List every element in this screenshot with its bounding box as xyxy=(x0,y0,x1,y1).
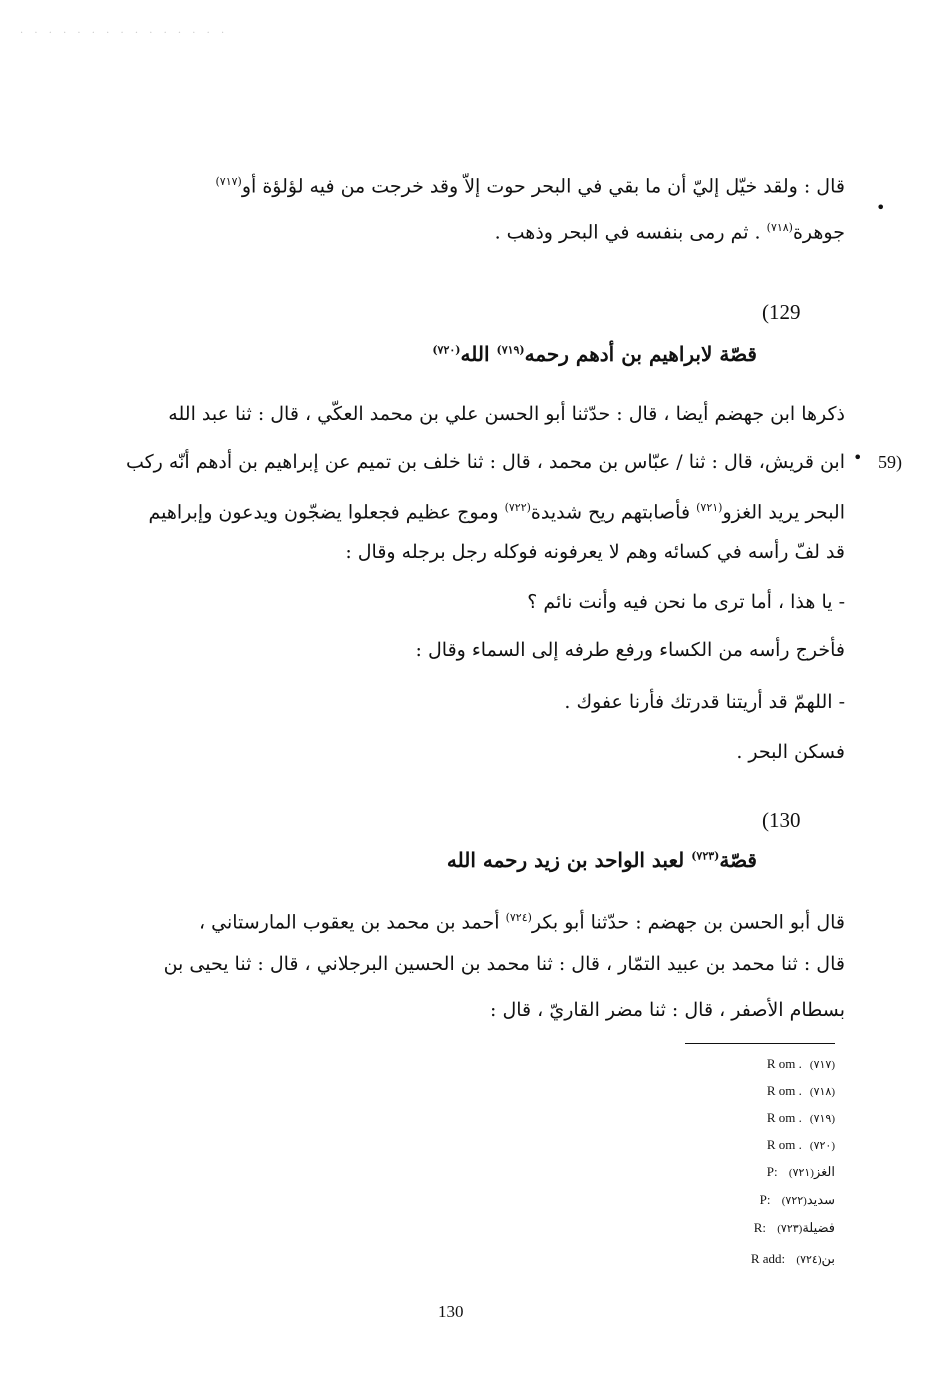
section-129-line-4: قد لفّ رأسه في كسائه وهم لا يعرفونه فوكله رجل برجله وقال : xyxy=(345,541,845,563)
section-129-line-6: فأخرج رأسه من الكساء ورفع طرفه إلى السماء وقال : xyxy=(415,639,845,661)
section-129-line-3: البحر يريد الغزو$^{(٧٢١)}$ فأصابتهم ريح شديدة$^{(٧٢٢)}$ وموج عظيم فجعلوا يضجّون ويدعون وإبراهيم xyxy=(148,501,845,524)
section-130-line-3: بسطام الأصفر ، قال : ثنا مضر القاريّ ، قال : xyxy=(490,999,845,1021)
margin-mark: • xyxy=(853,448,863,467)
section-130-title: قصّة$^{(٧٢٣)}$ لعبد الواحد بن زيد رحمه الله xyxy=(446,848,757,872)
section-129-line-2: ابن قريش، قال : ثنا / عبّاس بن محمد ، قال : ثنا خلف بن تميم عن إبراهيم بن أدهم أنّه ركب xyxy=(125,451,845,473)
section-129-line-7: - اللهمّ قد أريتنا قدرتك فأرنا عفوك . xyxy=(564,691,845,713)
section-129-title: قصّة لابراهيم بن أدهم رحمه$^{(٧١٩)}$ الله$^{(٧٢٠)}$ xyxy=(432,342,757,366)
section-129-number: (129 xyxy=(762,300,801,324)
paragraph-top-line-1: قال : ولقد خيّل إليّ أن ما بقي في البحر حوت إلاّ وقد خرجت من فيه لؤلؤة أو$^{(٧١٧)}$ xyxy=(215,175,845,198)
scan-noise: · · · · · · · · · · · · · · · xyxy=(20,28,229,39)
footnote-718: R om . (٧١٨) xyxy=(766,1083,835,1098)
paragraph-top-line-2: جوهرة$^{(٧١٨)}$ . ثم رمى بنفسه في البحر وذهب . xyxy=(494,221,845,244)
section-129-line-5: - يا هذا ، أما ترى ما نحن فيه وأنت نائم ؟ xyxy=(527,591,845,613)
footnote-rule xyxy=(685,1043,835,1044)
section-130-number: (130 xyxy=(762,808,801,832)
footnote-720: R om . (٧٢٠) xyxy=(766,1137,835,1152)
footnote-724: R add: بن(٧٢٤) xyxy=(750,1251,835,1266)
footnote-723: R: فضيلة(٧٢٣) xyxy=(753,1220,835,1235)
margin-folio-number: 59) xyxy=(878,452,902,472)
footnote-717: R om . (٧١٧) xyxy=(766,1056,835,1071)
footnote-721: P: الغز(٧٢١) xyxy=(766,1164,835,1179)
footnote-ref: (٧١٨) xyxy=(766,221,793,234)
section-130-line-2: قال : ثنا محمد بن عبيد التمّار ، قال : ثنا محمد بن الحسين البرجلاني ، قال : ثنا يحيى بن xyxy=(163,953,845,975)
margin-bullet: • xyxy=(876,198,886,217)
footnote-ref: (٧١٧) xyxy=(215,175,242,188)
section-130-line-1: قال أبو الحسن بن جهضم : حدّثنا أبو بكر$^{(٧٢٤)}$ أحمد بن محمد بن يعقوب المارستاني ، xyxy=(198,911,845,934)
footnote-722: P: سديد(٧٢٢) xyxy=(759,1192,835,1207)
footnote-719: R om . (٧١٩) xyxy=(766,1110,835,1125)
page-number: 130 xyxy=(438,1302,464,1321)
section-129-line-1: ذكرها ابن جهضم أيضا ، قال : حدّثنا أبو الحسن علي بن محمد العكّي ، قال : ثنا عبد الله xyxy=(168,403,845,425)
section-129-line-8: فسكن البحر . xyxy=(736,741,845,763)
